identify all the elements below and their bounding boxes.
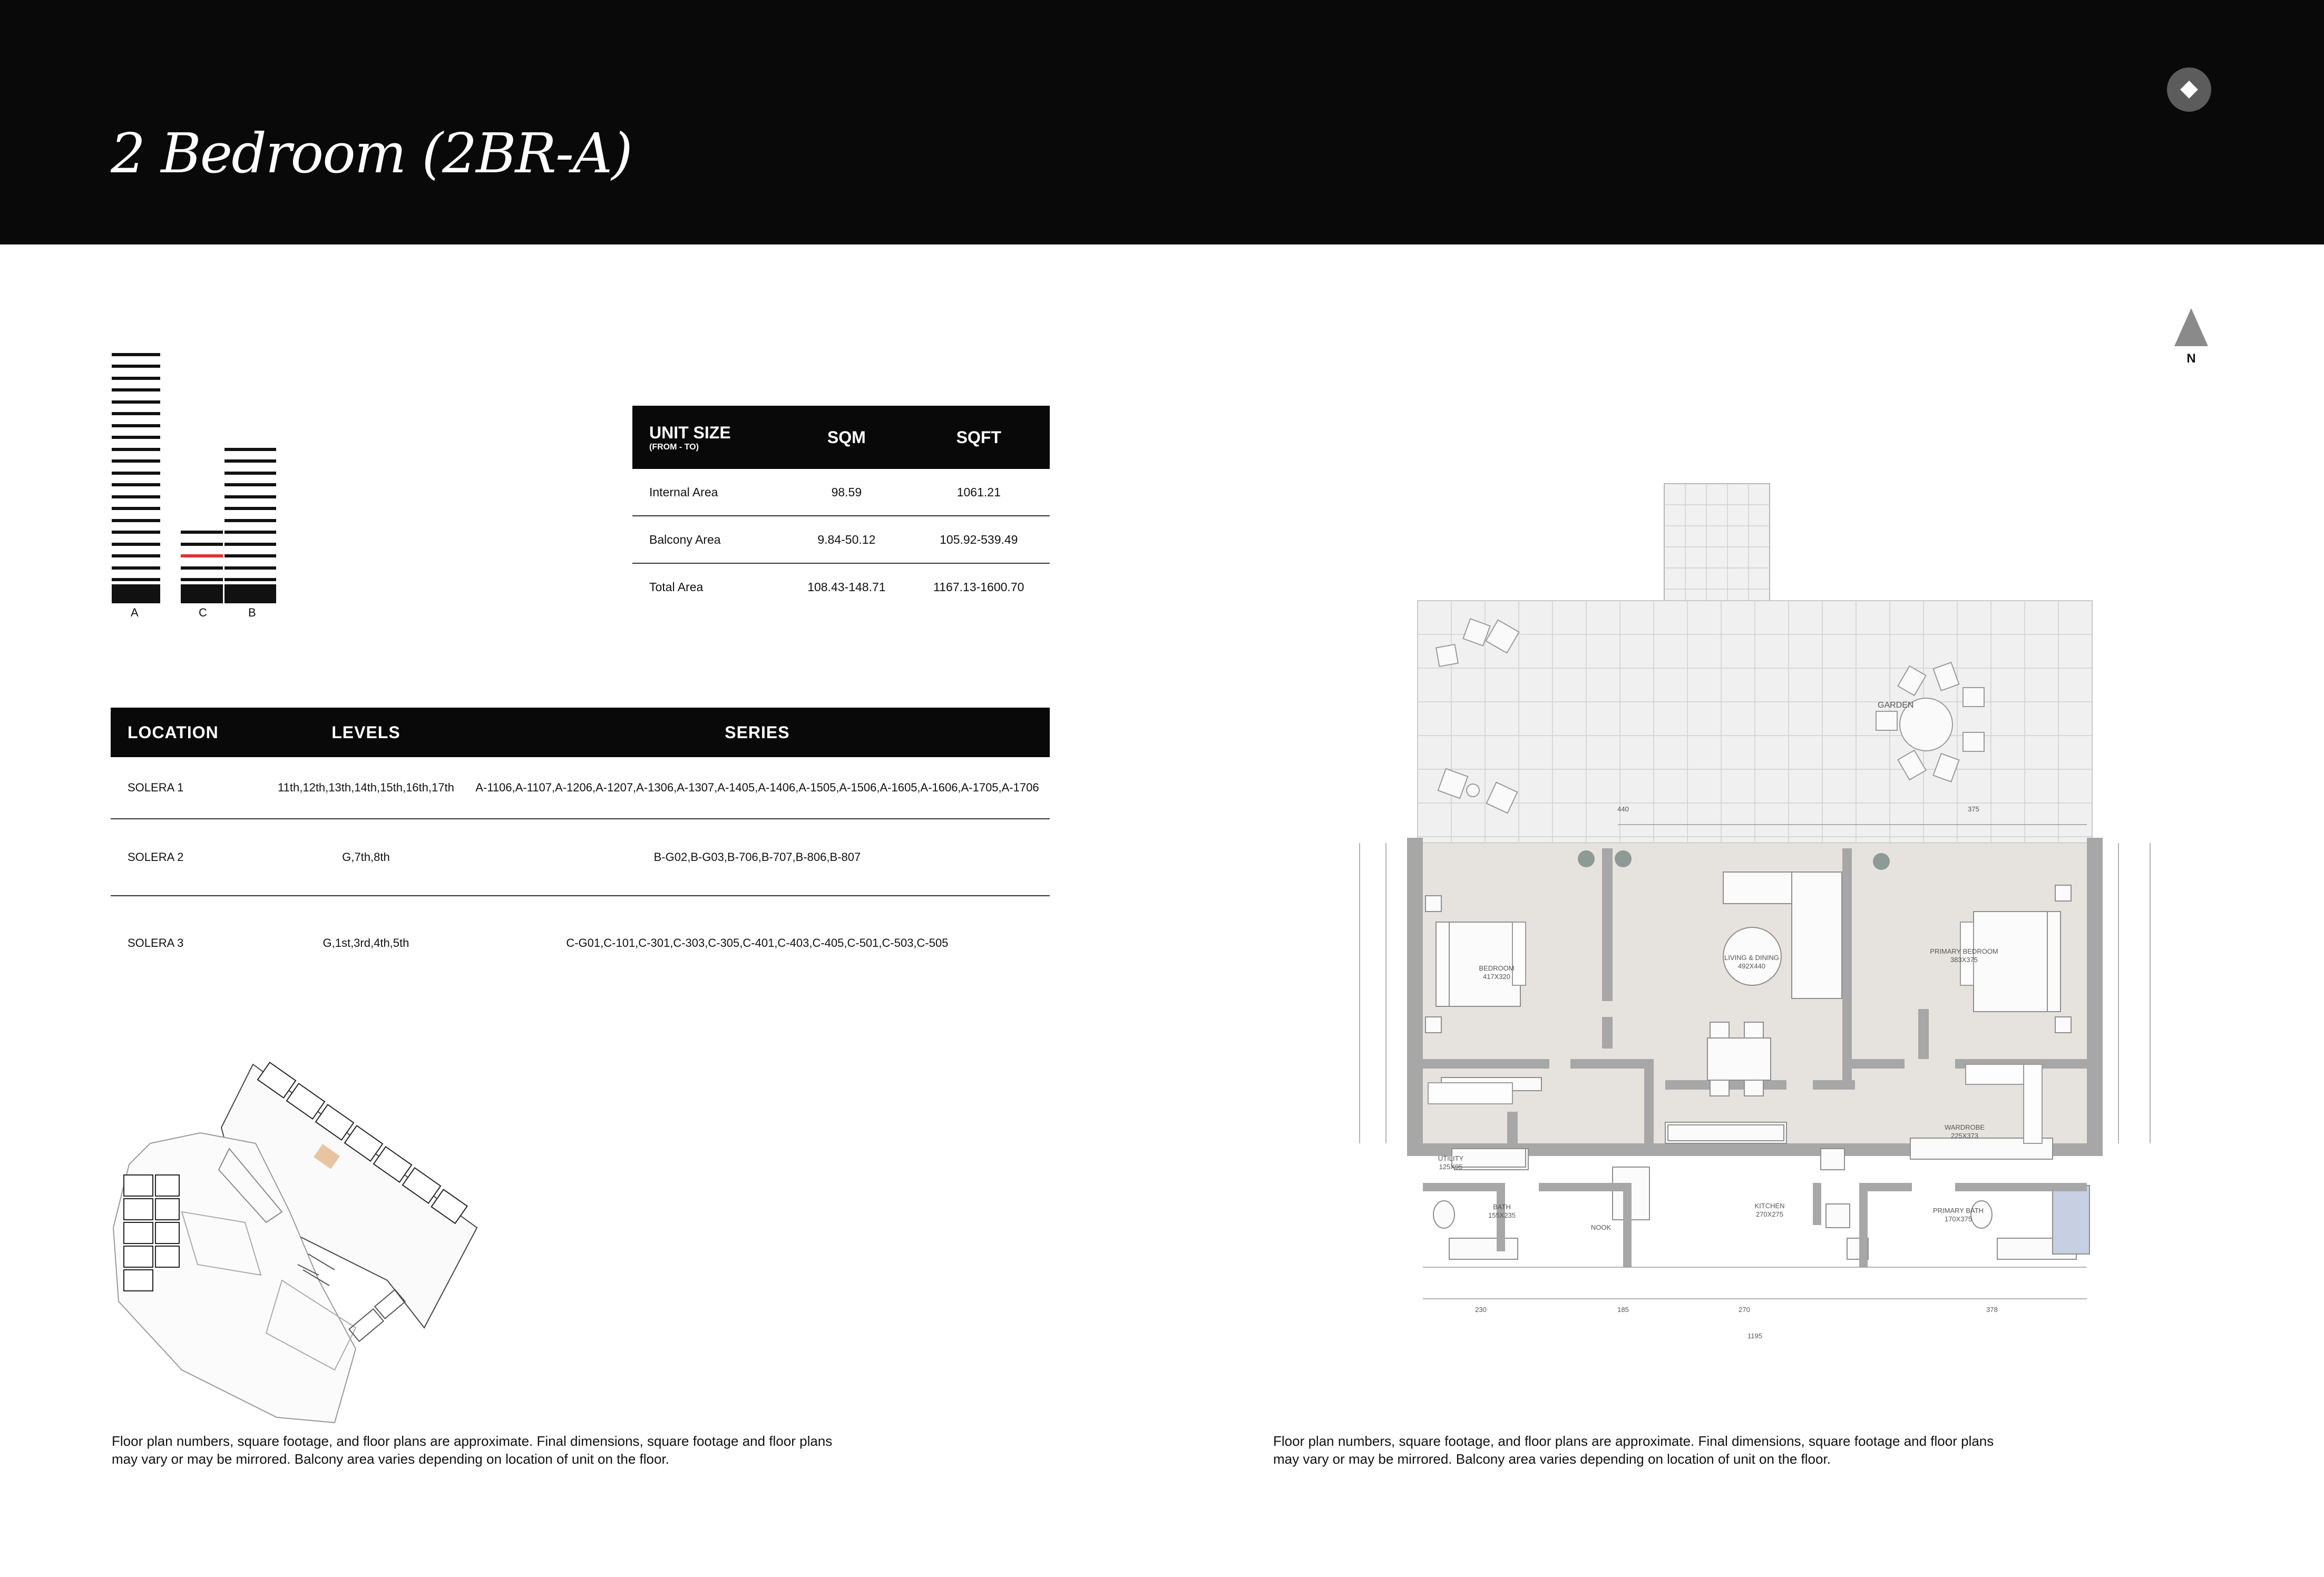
tower-floor (224, 459, 276, 463)
tower-floor (112, 495, 160, 498)
tower-base (224, 584, 276, 603)
area-label: Total Area (649, 580, 704, 594)
location-header-row (111, 708, 1050, 757)
dimension-440: 440 (1617, 805, 1629, 813)
sqft-value: 1061.21 (908, 469, 1050, 516)
tower-floor (112, 353, 160, 356)
area-label: Balcony Area (632, 516, 785, 563)
table-row (632, 469, 1050, 516)
utility-dimension: 125X95 (1439, 1163, 1463, 1171)
series-header: SERIES (465, 708, 1050, 757)
tower-floor (181, 578, 223, 581)
kitchen-label: KITCHEN (1754, 1202, 1785, 1210)
tower-base (181, 584, 223, 603)
header-bar (0, 0, 2324, 244)
tower-label-a: A (131, 606, 139, 619)
dimension-230: 230 (1475, 1306, 1487, 1314)
bath-dimension: 155X235 (1488, 1211, 1516, 1219)
sqm-value: 108.43-148.71 (807, 580, 886, 594)
tower-floor (224, 566, 276, 570)
tower-floor (224, 578, 276, 581)
highlighted-floor (181, 554, 223, 557)
tower-floor (224, 531, 276, 534)
tower-floor (112, 566, 160, 570)
table-row (111, 757, 1050, 819)
tower-floor (224, 448, 276, 451)
tower-floor (224, 543, 276, 546)
table-row (111, 896, 1050, 990)
tower-b-diagram (224, 422, 276, 603)
location-cell: SOLERA 1 (111, 757, 267, 819)
unit-size-table (632, 406, 1050, 610)
sqm-header: SQM (785, 406, 907, 469)
tower-floor (112, 483, 160, 486)
tower-floor (112, 507, 160, 510)
dimension-270: 270 (1739, 1306, 1750, 1314)
tower-label-c: C (199, 606, 207, 619)
levels-cell: G,1st,3rd,4th,5th (323, 936, 409, 949)
primary-bath-label: PRIMARY BATH (1932, 1207, 1984, 1214)
tower-floor (112, 472, 160, 475)
location-header: LOCATION (111, 708, 267, 757)
levels-header: LEVELS (267, 708, 465, 757)
tower-floor (112, 543, 160, 546)
table-row (111, 819, 1050, 896)
tower-floor (224, 472, 276, 475)
series-cell: C-G01,C-101,C-301,C-303,C-305,C-401,C-403,C-405,C-501,C-503,C-505 (566, 936, 949, 949)
tower-floor (224, 507, 276, 510)
location-cell: SOLERA 2 (111, 819, 267, 896)
tower-label-b: B (248, 606, 256, 619)
dimension-378: 378 (1986, 1306, 1998, 1314)
tower-floor (112, 424, 160, 427)
wardrobe-dimension: 225X373 (1950, 1132, 1979, 1140)
unit-size-sub-label: (FROM - TO) (649, 442, 699, 452)
tower-floor (112, 554, 160, 557)
tower-floor (224, 483, 276, 486)
sqm-value: 98.59 (785, 469, 907, 516)
levels-cell: G,7th,8th (267, 819, 465, 896)
dimension-185: 185 (1617, 1306, 1629, 1314)
living-dimension: 492X440 (1737, 962, 1766, 970)
tower-floor (112, 388, 160, 391)
unit-size-label: UNIT SIZE (649, 423, 731, 442)
tower-floor (112, 377, 160, 380)
utility-label: UTILITY (1438, 1154, 1464, 1162)
unit-size-header-row (632, 406, 1050, 469)
living-label: LIVING & DINING (1724, 954, 1780, 962)
bedroom-dimension: 417X320 (1482, 973, 1511, 981)
tower-a-diagram (112, 350, 160, 603)
bedroom-label: BEDROOM (1479, 964, 1515, 972)
tower-floor (112, 412, 160, 415)
levels-cell: 11th,12th,13th,14th,15th,16th,17th (267, 757, 465, 819)
tower-floor (112, 459, 160, 463)
sqm-value: 9.84-50.12 (785, 516, 907, 563)
disclaimer-right: Floor plan numbers, square footage, and floor plans are approximate. Final dimensions, square footage and floor plans may vary or may be mirrored. Balcony area varies depending on location of unit on the floor. (1273, 1433, 1994, 1467)
tower-floor (112, 519, 160, 522)
tower-floor (181, 531, 223, 534)
primary-bedroom-label: PRIMARY BEDROOM (1930, 947, 1998, 955)
location-table (111, 708, 1050, 990)
tower-floor (112, 436, 160, 439)
floor-plan-drawing (1349, 479, 2234, 1349)
disclaimer-left: Floor plan numbers, square footage, and floor plans are approximate. Final dimensions, square footage and floor plans may vary or may be mirrored. Balcony area varies depending on location of unit on the floor. (112, 1433, 833, 1467)
table-row (632, 516, 1050, 563)
area-label: Internal Area (632, 469, 785, 516)
tower-floor (112, 400, 160, 404)
tower-floor (181, 543, 223, 546)
bath-label: BATH (1493, 1203, 1511, 1211)
series-cell: B-G02,B-G03,B-706,B-707,B-806,B-807 (465, 819, 1050, 896)
primary-bedroom-dimension: 383X375 (1950, 956, 1978, 964)
tower-floor (112, 365, 160, 368)
tower-floor (224, 554, 276, 557)
diamond-logo-icon (2167, 67, 2211, 112)
sqft-header: SQFT (908, 406, 1050, 469)
garden-label: GARDEN (1878, 701, 1914, 710)
location-cell: SOLERA 3 (128, 936, 184, 949)
nook-label: NOOK (1590, 1223, 1612, 1231)
tower-base (112, 584, 160, 603)
tower-floor (181, 566, 223, 570)
unit-size-header (632, 406, 785, 469)
tower-floor (112, 578, 160, 581)
tower-c-diagram (181, 519, 223, 603)
tower-floor (224, 495, 276, 498)
series-cell: A-1106,A-1107,A-1206,A-1207,A-1306,A-1307,A-1405,A-1406,A-1505,A-1506,A-1605,A-1606,A-1705,A-1706 (465, 757, 1050, 819)
sqft-value: 1167.13-1600.70 (933, 580, 1024, 594)
tower-floor (112, 531, 160, 534)
north-label: N (2186, 351, 2196, 366)
north-arrow-icon (2174, 308, 2208, 366)
tower-floor (112, 448, 160, 451)
primary-bath-dimension: 170X375 (1944, 1215, 1973, 1223)
page-title: 2 Bedroom (2BR-A) (111, 121, 632, 185)
dimension-1195: 1195 (1747, 1332, 1762, 1340)
dimension-375: 375 (1968, 805, 1979, 813)
table-row (632, 563, 1050, 610)
tower-floor (224, 519, 276, 522)
kitchen-dimension: 270X275 (1755, 1210, 1784, 1218)
site-key-plan (108, 1054, 487, 1433)
sqft-value: 105.92-539.49 (908, 516, 1050, 563)
wardrobe-label: WARDROBE (1944, 1123, 1985, 1131)
